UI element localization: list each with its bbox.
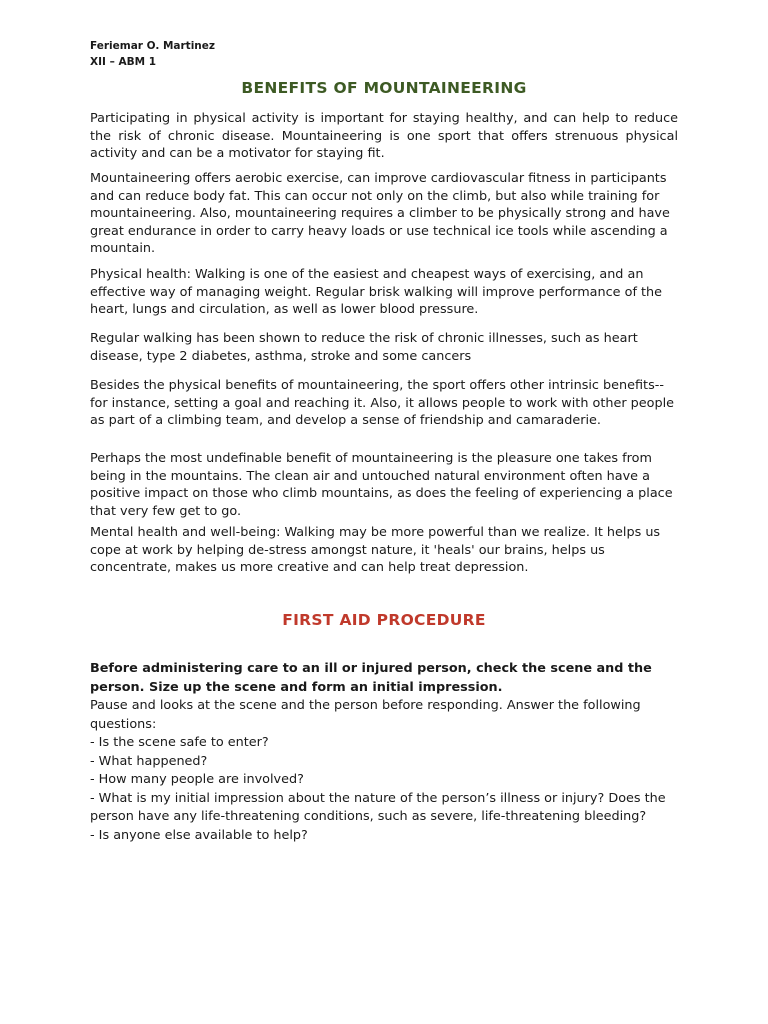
author-name: Feriemar O. Martinez bbox=[90, 40, 216, 52]
benefits-paragraph: Mental health and well-being: Walking may be more powerful than we realize. It helps us cope at work by helping de-stress amongst nature, it 'heals' our brains, helps us concentrate, makes us more creative and can help treat depression. bbox=[90, 525, 661, 575]
first-aid-line: - How many people are involved? bbox=[90, 772, 304, 787]
benefits-paragraph: Physical health: Walking is one of the easiest and cheapest ways of exercising, and an effective way of managing weight. Regular brisk walking will improve performance of the heart, lungs and circulation, as well as lower blood pressure. bbox=[90, 267, 663, 317]
first-aid-title: FIRST AID PROCEDURE bbox=[282, 611, 486, 629]
first-aid-line: - What is my initial impression about the nature of the person’s illness or injury? Does the person have any life-threatening conditions, such as severe, life-threatening bleeding? bbox=[90, 790, 666, 824]
first-aid-line: - What happened? bbox=[90, 753, 208, 769]
benefits-paragraph: Perhaps the most undefinable benefit of mountaineering is the pleasure one takes from being in the mountains. The clean air and untouched natural environment often have a positive impact on those who climb mountains, as does the feeling of experiencing a place that very few get to go. bbox=[90, 451, 673, 519]
benefits-title: BENEFITS OF MOUNTAINEERING bbox=[241, 79, 527, 97]
document-header bbox=[90, 38, 215, 70]
benefits-paragraph: Participating in physical activity is important for staying healthy, and can help to reduce the risk of chronic disease. Mountaineering is one sport that offers strenuous physical activity and can be a motivator for staying fit. bbox=[90, 111, 678, 161]
first-aid-list bbox=[90, 697, 680, 845]
benefits-paragraph: Regular walking has been shown to reduce the risk of chronic illnesses, such as heart disease, type 2 diabetes, asthma, stroke and some cancers bbox=[90, 331, 638, 364]
class-section: XII – ABM 1 bbox=[90, 56, 157, 68]
first-aid-line: - Is anyone else available to help? bbox=[90, 827, 308, 843]
first-aid-intro: Before administering care to an ill or injured person, check the scene and the person. Size up the scene and form an initial impression. bbox=[90, 661, 652, 695]
first-aid-line: Pause and looks at the scene and the person before responding. Answer the following questions: bbox=[90, 698, 641, 732]
benefits-paragraph: Mountaineering offers aerobic exercise, can improve cardiovascular fitness in participants and can reduce body fat. This can occur not only on the climb, but also while training for mountaineering. Also, mountaineering requires a climber to be physically strong and have great endurance in order to carry heavy loads or use technical ice tools while ascending a mountain. bbox=[90, 171, 670, 256]
benefits-paragraph: Besides the physical benefits of mountaineering, the sport offers other intrinsic benefits--for instance, setting a goal and reaching it. Also, it allows people to work with other people as part of a climbing team, and develop a sense of friendship and camaraderie. bbox=[90, 378, 675, 428]
first-aid-line: - Is the scene safe to enter? bbox=[90, 735, 269, 750]
